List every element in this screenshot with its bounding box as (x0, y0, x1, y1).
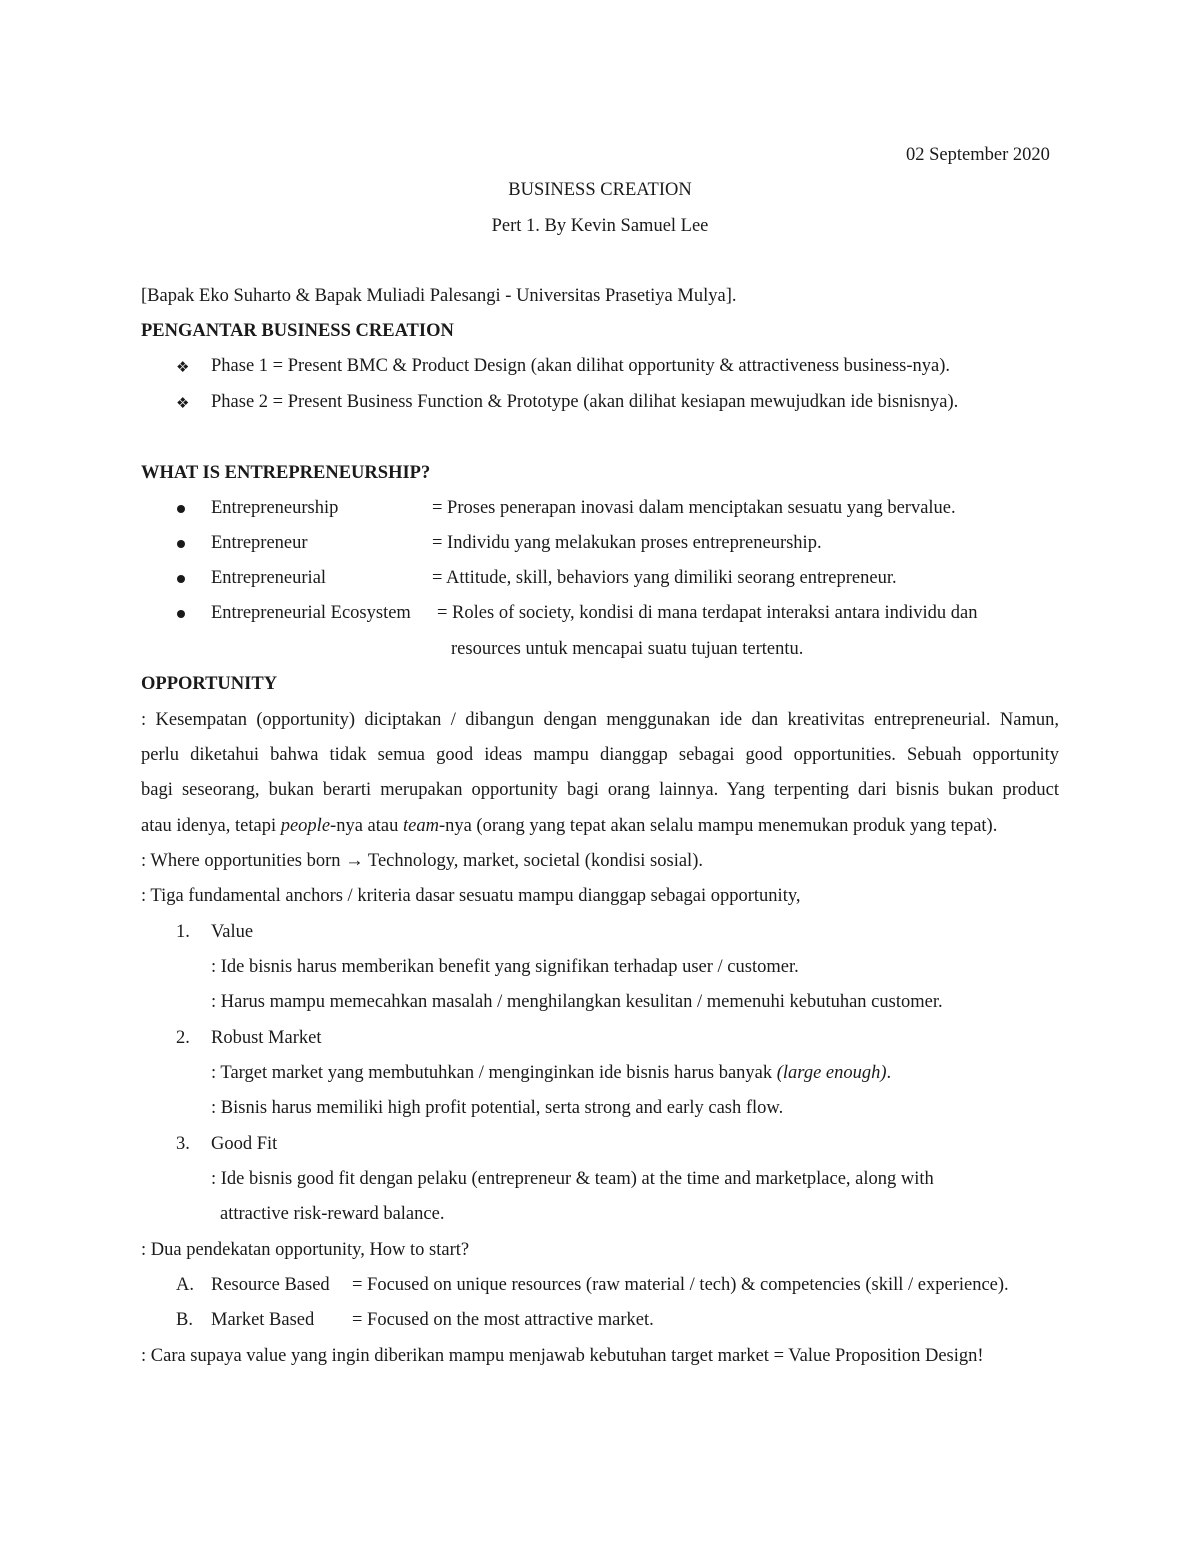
section-heading-opportunity: OPPORTUNITY (141, 674, 278, 694)
document-title: BUSINESS CREATION (508, 180, 692, 200)
list-letter: B. (176, 1310, 193, 1330)
paragraph-line: perlu diketahui bahwa tidak semua good ideas mampu dianggap sebagai good opportunities. Sebuah opportunity (141, 745, 1059, 765)
text-run: -nya atau (330, 816, 403, 836)
list-item: Phase 1 = Present BMC & Product Design (akan dilihat opportunity & attractiveness business-nya). (211, 356, 951, 376)
tiga-line: : Tiga fundamental anchors / kriteria dasar sesuatu mampu dianggap sebagai opportunity, (141, 886, 801, 906)
italic-text: people (280, 816, 331, 836)
definition-term: Entrepreneurial Ecosystem (211, 603, 411, 623)
list-number: 3. (176, 1134, 190, 1154)
section-heading-entrepreneurship: WHAT IS ENTREPRENEURSHIP? (141, 463, 431, 483)
lecturers-line: [Bapak Eko Suharto & Bapak Muliadi Palesangi - Universitas Prasetiya Mulya]. (141, 286, 737, 306)
anchor-label: Value (211, 922, 254, 942)
where-line: : Where opportunities born → Technology, market, societal (kondisi sosial). (141, 851, 703, 871)
definition-term: Entrepreneurship (211, 498, 339, 518)
approach-definition: = Focused on the most attractive market. (352, 1310, 654, 1330)
paragraph-line: : Kesempatan (opportunity) diciptakan / dibangun dengan menggunakan ide dan kreativitas entrepreneurial. Namun, (141, 710, 1059, 730)
italic-text: team (402, 816, 439, 836)
list-item: Phase 2 = Present Business Function & Prototype (akan dilihat kesiapan mewujudkan ide bisnisnya). (211, 392, 959, 412)
definition-text: = Attitude, skill, behaviors yang dimiliki seorang entrepreneur. (432, 568, 897, 588)
list-number: 1. (176, 922, 190, 942)
approach-term: Market Based (211, 1310, 315, 1330)
text-run: atau idenya, tetapi (141, 816, 281, 836)
anchor-detail: : Ide bisnis good fit dengan pelaku (entrepreneur & team) at the time and marketplace, along with (211, 1169, 934, 1189)
anchor-detail: : Harus mampu memecahkan masalah / menghilangkan kesulitan / memenuhi kebutuhan customer. (211, 992, 943, 1012)
paragraph-line: bagi seseorang, bukan berarti merupakan opportunity bagi orang lainnya. Yang terpenting dari bisnis bukan product (141, 780, 1059, 800)
dot-icon (177, 540, 185, 548)
document-subtitle: Pert 1. By Kevin Samuel Lee (491, 216, 709, 236)
cara-line: : Cara supaya value yang ingin diberikan mampu menjawab kebutuhan target market = Value Proposition Design! (141, 1346, 984, 1366)
text-run: -nya (orang yang tepat akan selalu mampu menemukan produk yang tepat). (438, 816, 998, 836)
definition-text: = Roles of society, kondisi di mana terdapat interaksi antara individu dan (437, 603, 978, 623)
anchor-label: Good Fit (211, 1134, 278, 1154)
definition-text-continued: resources untuk mencapai suatu tujuan tertentu. (451, 639, 804, 659)
definition-term: Entrepreneur (211, 533, 308, 553)
anchor-detail (211, 1062, 891, 1084)
anchor-label: Robust Market (211, 1028, 322, 1048)
document-date: 02 September 2020 (906, 145, 1050, 165)
italic-text: (large enough) (776, 1063, 887, 1083)
approach-term: Resource Based (211, 1275, 330, 1295)
diamond-icon: ❖ (176, 394, 190, 412)
section-heading-pengantar: PENGANTAR BUSINESS CREATION (141, 321, 454, 341)
definition-text: = Individu yang melakukan proses entrepreneurship. (432, 533, 822, 553)
diamond-icon: ❖ (176, 358, 190, 376)
dua-line: : Dua pendekatan opportunity, How to start? (141, 1240, 470, 1260)
approach-definition: = Focused on unique resources (raw material / tech) & competencies (skill / experience). (352, 1275, 1009, 1295)
definition-text: = Proses penerapan inovasi dalam menciptakan sesuatu yang bervalue. (432, 498, 956, 518)
dot-icon (177, 575, 185, 583)
anchor-detail-continued: attractive risk-reward balance. (220, 1204, 445, 1224)
anchor-detail: : Ide bisnis harus memberikan benefit yang signifikan terhadap user / customer. (211, 957, 799, 977)
list-number: 2. (176, 1028, 190, 1048)
dot-icon (177, 610, 185, 618)
anchor-detail: : Bisnis harus memiliki high profit potential, serta strong and early cash flow. (211, 1098, 784, 1118)
text-run: : Target market yang membutuhkan / menginginkan ide bisnis harus banyak (211, 1063, 777, 1083)
list-letter: A. (176, 1275, 194, 1295)
dot-icon (177, 505, 185, 513)
definition-term: Entrepreneurial (211, 568, 327, 588)
paragraph-line (141, 815, 997, 837)
text-run: . (886, 1063, 892, 1083)
